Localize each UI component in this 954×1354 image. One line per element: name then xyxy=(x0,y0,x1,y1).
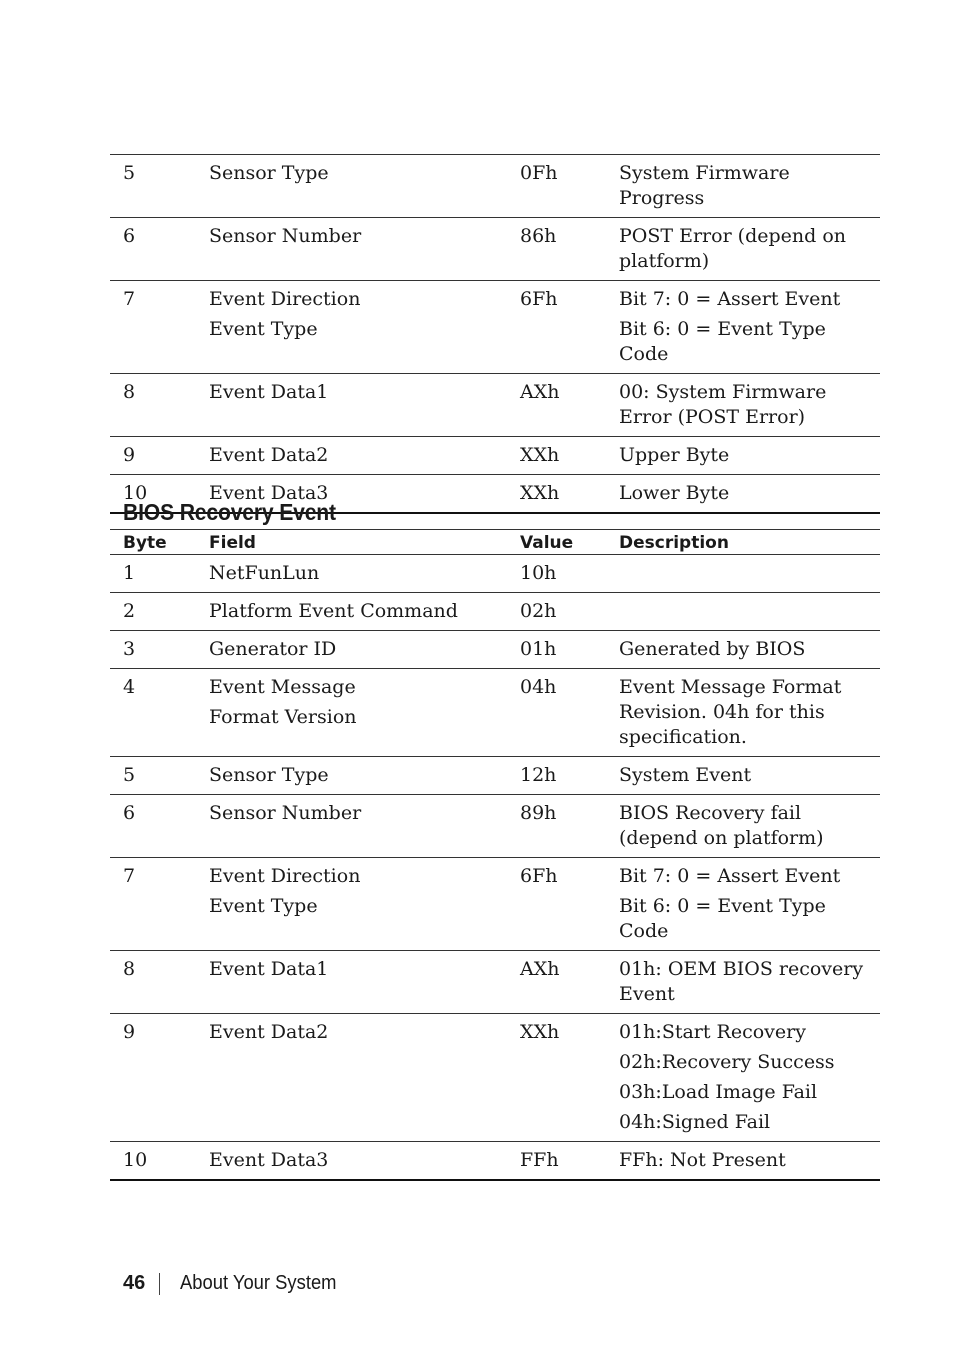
description-cell-line: 00: System Firmware Error (POST Error) xyxy=(619,381,827,428)
description-cell-line: Upper Byte xyxy=(619,444,730,466)
field-cell-line: Event Direction xyxy=(209,288,361,310)
chapter-title: About Your System xyxy=(180,1272,337,1294)
table-row xyxy=(110,858,880,951)
field-cell-line: Event Data2 xyxy=(209,1021,329,1043)
field-cell xyxy=(209,555,520,593)
description-cell xyxy=(619,1014,880,1142)
description-cell xyxy=(619,555,880,593)
description-cell-line: Bit 6: 0 = Event Type Code xyxy=(619,318,826,365)
sensor-table-continued xyxy=(110,154,880,514)
byte-cell: 10 xyxy=(110,475,209,514)
table-row xyxy=(110,593,880,631)
bios-recovery-event-table xyxy=(110,529,880,1181)
description-cell-line: Bit 7: 0 = Assert Event xyxy=(619,865,841,887)
page-number: 46 xyxy=(123,1272,146,1294)
description-cell xyxy=(619,374,880,437)
field-cell-line: NetFunLun xyxy=(209,562,320,584)
table-row xyxy=(110,757,880,795)
byte-cell: 9 xyxy=(110,437,209,475)
field-cell xyxy=(209,757,520,795)
byte-cell: 6 xyxy=(110,795,209,858)
page-footer xyxy=(123,1272,350,1295)
value-cell: 6Fh xyxy=(520,281,619,374)
field-cell xyxy=(209,437,520,475)
value-cell: XXh xyxy=(520,475,619,514)
field-cell-line: Sensor Number xyxy=(209,802,362,824)
byte-cell: 7 xyxy=(110,281,209,374)
value-cell: 12h xyxy=(520,757,619,795)
byte-cell: 10 xyxy=(110,1142,209,1181)
value-cell: 02h xyxy=(520,593,619,631)
table-row xyxy=(110,374,880,437)
description-cell xyxy=(619,155,880,218)
table-row xyxy=(110,951,880,1014)
description-cell xyxy=(619,218,880,281)
description-cell xyxy=(619,631,880,669)
byte-cell: 7 xyxy=(110,858,209,951)
description-cell-line: 03h:Load Image Fail xyxy=(619,1081,818,1103)
table-row xyxy=(110,155,880,218)
byte-cell: 5 xyxy=(110,155,209,218)
field-cell xyxy=(209,858,520,951)
description-cell xyxy=(619,1142,880,1181)
description-cell xyxy=(619,795,880,858)
value-cell: 6Fh xyxy=(520,858,619,951)
value-cell: AXh xyxy=(520,374,619,437)
field-cell-line: Event Data3 xyxy=(209,1149,329,1171)
description-cell-line: Lower Byte xyxy=(619,482,730,504)
header-byte: Byte xyxy=(110,530,209,555)
description-cell-line: System Firmware Progress xyxy=(619,162,790,209)
table-row xyxy=(110,795,880,858)
field-cell xyxy=(209,951,520,1014)
field-cell-line: Event Data3 xyxy=(209,482,329,504)
description-cell xyxy=(619,593,880,631)
value-cell: 01h xyxy=(520,631,619,669)
description-cell-line: Bit 6: 0 = Event Type Code xyxy=(619,895,826,942)
table-row xyxy=(110,281,880,374)
field-cell xyxy=(209,631,520,669)
field-cell xyxy=(209,281,520,374)
table-row xyxy=(110,631,880,669)
description-cell xyxy=(619,951,880,1014)
byte-cell: 4 xyxy=(110,669,209,757)
value-cell: 86h xyxy=(520,218,619,281)
field-cell-line: Sensor Number xyxy=(209,225,362,247)
field-cell xyxy=(209,155,520,218)
description-cell-line: 01h: OEM BIOS recovery Event xyxy=(619,958,864,1005)
description-cell xyxy=(619,281,880,374)
description-cell-line: System Event xyxy=(619,764,752,786)
value-cell: 0Fh xyxy=(520,155,619,218)
description-cell-line: Event Message Format Revision. 04h for this specification. xyxy=(619,676,842,748)
table-row xyxy=(110,437,880,475)
description-cell xyxy=(619,475,880,514)
description-cell-line: 02h:Recovery Success xyxy=(619,1051,835,1073)
description-cell xyxy=(619,437,880,475)
field-cell-line: Generator ID xyxy=(209,638,337,660)
table-row xyxy=(110,218,880,281)
description-cell-line: 01h:Start Recovery xyxy=(619,1021,806,1043)
field-cell-line: Event Type xyxy=(209,895,318,917)
field-cell xyxy=(209,374,520,437)
field-cell xyxy=(209,1014,520,1142)
description-cell-line: 04h:Signed Fail xyxy=(619,1111,771,1133)
value-cell: XXh xyxy=(520,437,619,475)
description-cell-line: BIOS Recovery fail (depend on platform) xyxy=(619,802,824,849)
field-cell-line: Event Direction xyxy=(209,865,361,887)
value-cell: 89h xyxy=(520,795,619,858)
table-row xyxy=(110,1014,880,1142)
field-cell-line: Event Data1 xyxy=(209,381,329,403)
field-cell-line: Event Data1 xyxy=(209,958,329,980)
field-cell xyxy=(209,218,520,281)
table-row xyxy=(110,555,880,593)
byte-cell: 8 xyxy=(110,951,209,1014)
field-cell-line: Event Message xyxy=(209,676,356,698)
description-cell-line: FFh: Not Present xyxy=(619,1149,786,1171)
field-cell-line: Format Version xyxy=(209,706,357,728)
byte-cell: 2 xyxy=(110,593,209,631)
footer-divider xyxy=(159,1273,160,1295)
description-cell-line: Generated by BIOS xyxy=(619,638,806,660)
description-cell-line: Bit 7: 0 = Assert Event xyxy=(619,288,841,310)
header-description: Description xyxy=(619,530,880,555)
field-cell xyxy=(209,795,520,858)
value-cell: 04h xyxy=(520,669,619,757)
description-cell xyxy=(619,669,880,757)
byte-cell: 5 xyxy=(110,757,209,795)
description-cell-line: POST Error (depend on platform) xyxy=(619,225,847,272)
byte-cell: 1 xyxy=(110,555,209,593)
section-heading: BIOS Recovery Event xyxy=(123,499,336,525)
description-cell xyxy=(619,757,880,795)
field-cell xyxy=(209,669,520,757)
value-cell: FFh xyxy=(520,1142,619,1181)
field-cell-line: Event Data2 xyxy=(209,444,329,466)
table-row xyxy=(110,669,880,757)
value-cell: 10h xyxy=(520,555,619,593)
value-cell: XXh xyxy=(520,1014,619,1142)
header-value: Value xyxy=(520,530,619,555)
value-cell: AXh xyxy=(520,951,619,1014)
header-field: Field xyxy=(209,530,520,555)
byte-cell: 3 xyxy=(110,631,209,669)
field-cell-line: Sensor Type xyxy=(209,162,329,184)
byte-cell: 9 xyxy=(110,1014,209,1142)
field-cell-line: Platform Event Command xyxy=(209,600,458,622)
field-cell xyxy=(209,593,520,631)
field-cell-line: Sensor Type xyxy=(209,764,329,786)
byte-cell: 8 xyxy=(110,374,209,437)
field-cell xyxy=(209,1142,520,1181)
byte-cell: 6 xyxy=(110,218,209,281)
field-cell-line: Event Type xyxy=(209,318,318,340)
table-row xyxy=(110,1142,880,1181)
description-cell xyxy=(619,858,880,951)
table-header-row xyxy=(110,530,880,555)
